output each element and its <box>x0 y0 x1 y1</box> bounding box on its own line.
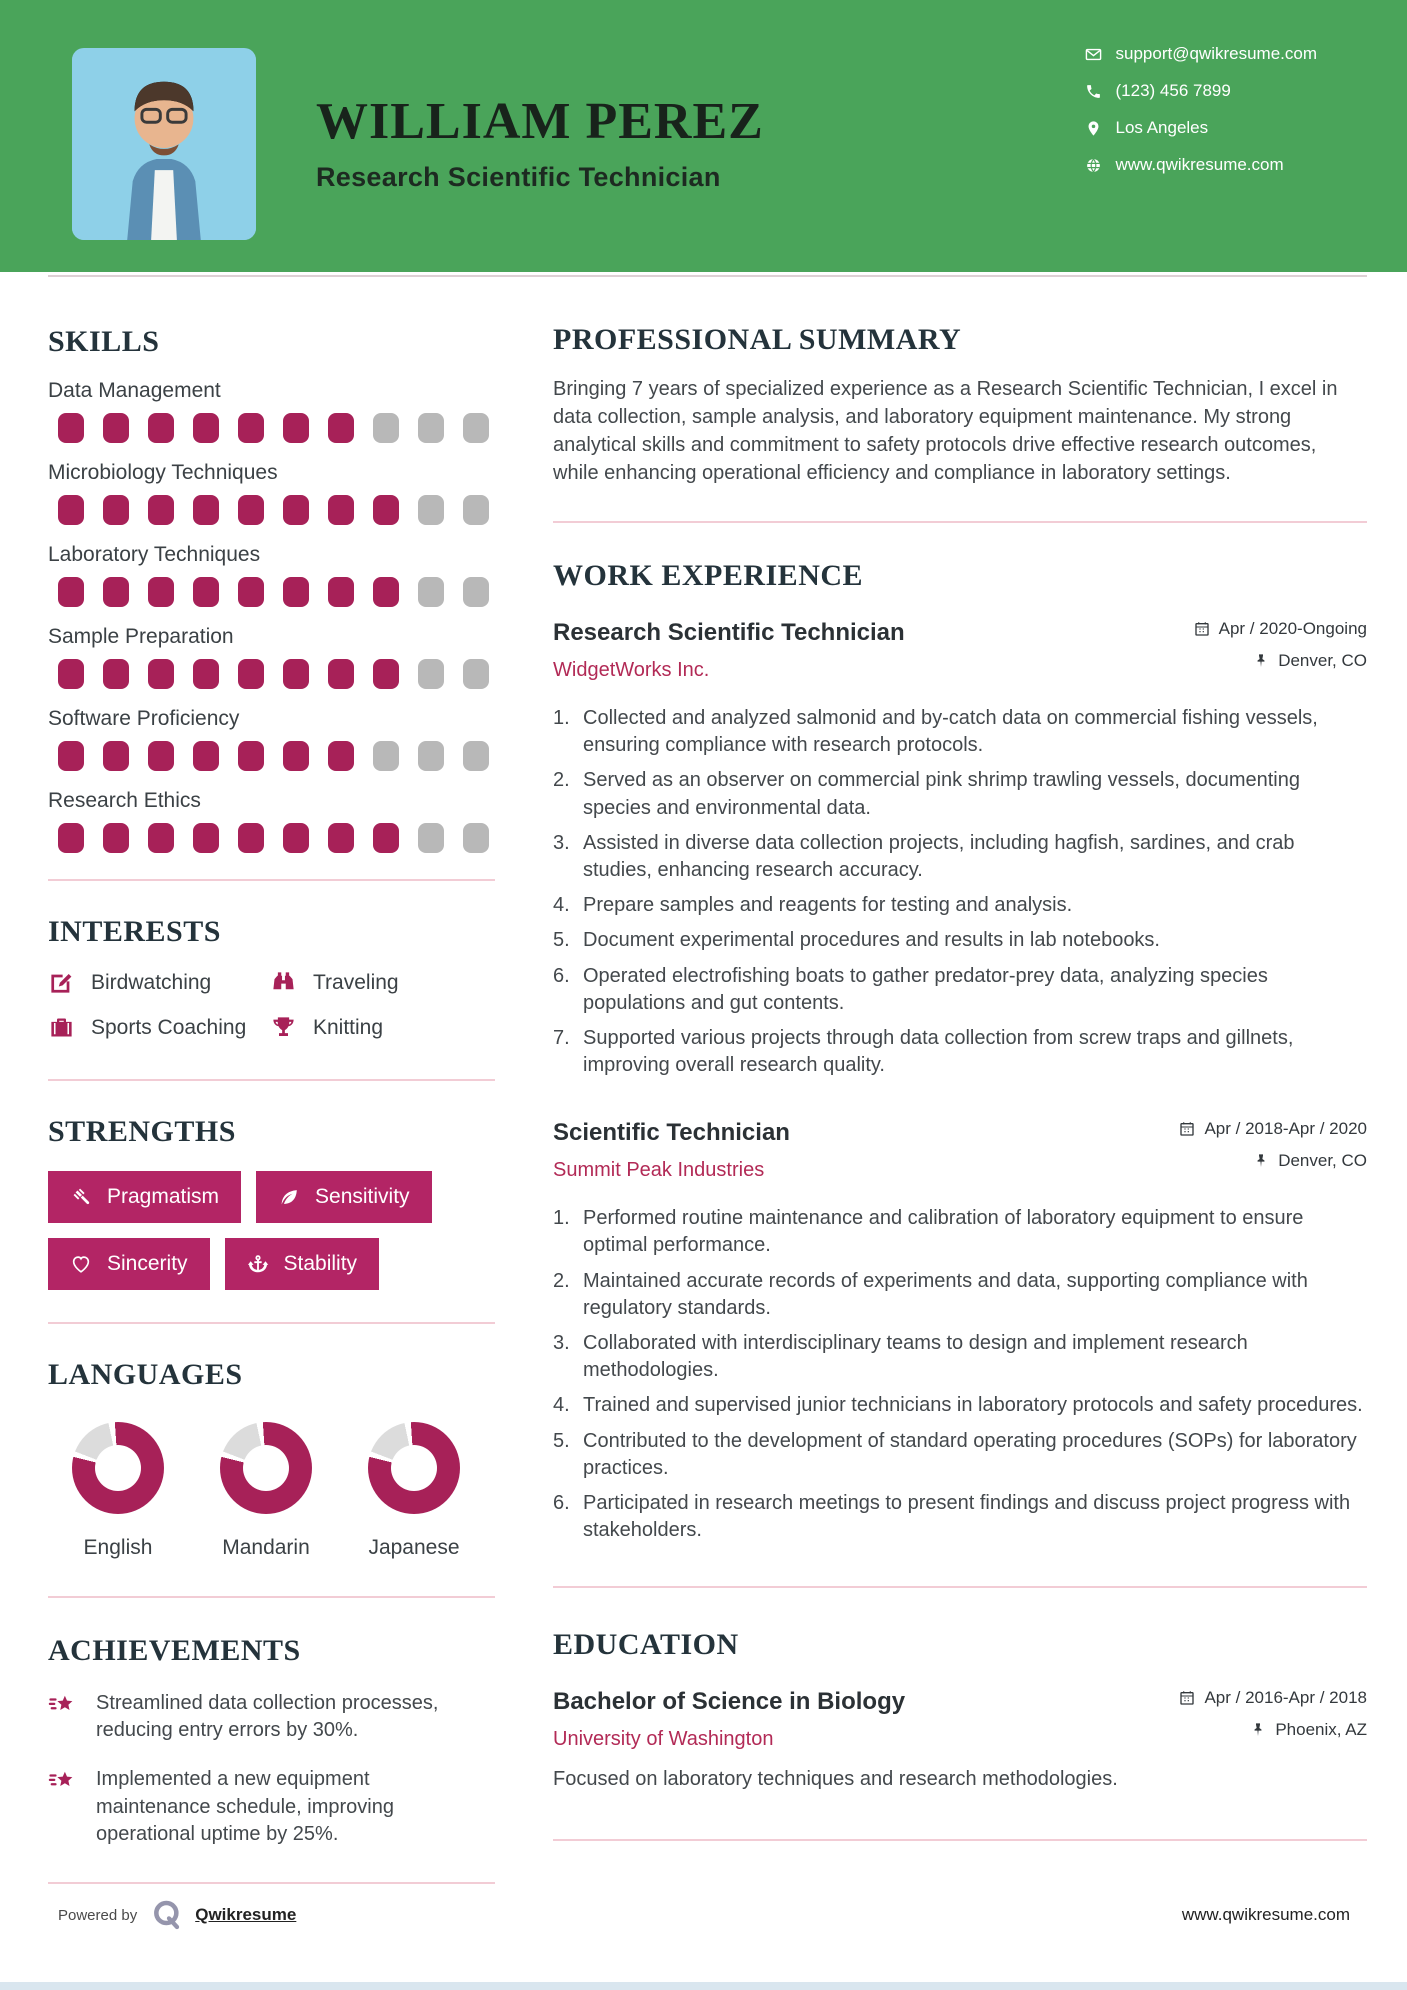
skill-rating <box>48 823 495 853</box>
job-head <box>553 1119 1367 1183</box>
skill-dot-empty <box>373 413 399 443</box>
skill-dot-filled <box>148 823 174 853</box>
skill-rating <box>48 659 495 689</box>
job-bullet: Assisted in diverse data collection projects, including hagfish, sardines, and crab studies, enhancing research accuracy. <box>583 831 1295 881</box>
powered-by-label: Powered by <box>58 1906 138 1924</box>
skill-dot-filled <box>103 413 129 443</box>
skill-dot-filled <box>148 577 174 607</box>
skill-dot-filled <box>148 413 174 443</box>
contact-phone-text: (123) 456 7899 <box>1115 81 1231 100</box>
skill-dot-empty <box>418 741 444 771</box>
skill-dot-empty <box>463 741 489 771</box>
section-divider <box>48 1596 495 1598</box>
skill-dot-filled <box>103 659 129 689</box>
contact-website[interactable] <box>1085 155 1318 175</box>
contact-location <box>1085 118 1318 138</box>
location-icon <box>1085 120 1102 137</box>
language-item <box>220 1422 312 1560</box>
trophy-icon <box>270 1014 297 1041</box>
skill-dot-filled <box>148 659 174 689</box>
strength-label: Stability <box>283 1252 358 1275</box>
calendar-icon <box>1179 1121 1195 1137</box>
bottom-strip <box>0 1982 1407 1990</box>
job-bullet: Collaborated with interdisciplinary teams to design and implement research methodologies. <box>583 1332 1248 1382</box>
languages-heading: LANGUAGES <box>48 1358 243 1391</box>
contact-location-text: Los Angeles <box>1115 118 1209 137</box>
language-donut <box>72 1422 164 1514</box>
briefcase-icon <box>48 1014 75 1041</box>
strength-label: Sensitivity <box>315 1185 410 1208</box>
job-bullets <box>553 1205 1367 1544</box>
summary-text: Bringing 7 years of specialized experience as a Research Scientific Technician, I excel in data collection, sample analysis, and laboratory equipment maintenance. My strong analytical skills and commitment to safety protocols drive effective research outcomes, while enhancing operational efficiency and compliance in laboratory settings. <box>553 378 1338 484</box>
job-meta <box>1194 619 1367 683</box>
skill-dot-empty <box>463 495 489 525</box>
skill-dot-filled <box>148 741 174 771</box>
strength-badge <box>225 1238 380 1290</box>
language-donut <box>220 1422 312 1514</box>
interest-item <box>48 969 270 996</box>
job-company: Summit Peak Industries <box>553 1159 765 1182</box>
skill-dot-empty <box>463 413 489 443</box>
job-bullet: Trained and supervised junior technicians in laboratory protocols and safety procedures. <box>583 1394 1363 1417</box>
gavel-icon <box>70 1186 92 1208</box>
job-title-block <box>553 1119 790 1182</box>
job-bullet: Contributed to the development of standard operating procedures (SOPs) for laboratory practices. <box>583 1429 1357 1479</box>
skill-dot-filled <box>58 823 84 853</box>
skill-dot-empty <box>463 823 489 853</box>
skill-dot-empty <box>418 823 444 853</box>
education-heading: EDUCATION <box>553 1628 739 1662</box>
heart-icon <box>70 1253 92 1275</box>
achievements-heading: ACHIEVEMENTS <box>48 1634 301 1667</box>
strength-label: Pragmatism <box>107 1185 220 1208</box>
experience-heading: WORK EXPERIENCE <box>553 559 864 592</box>
achievement-item <box>48 1690 468 1744</box>
skill-dot-filled <box>238 741 264 771</box>
person-portrait <box>72 48 256 240</box>
job-dates <box>1179 1119 1367 1139</box>
language-label: Mandarin <box>222 1536 310 1559</box>
left-column <box>48 277 495 1884</box>
interest-label: Knitting <box>313 1015 384 1039</box>
skill-dot-filled <box>58 495 84 525</box>
skill-dot-filled <box>283 577 309 607</box>
content <box>0 277 1407 1892</box>
skill-item <box>48 789 495 853</box>
leaf-icon <box>278 1186 300 1208</box>
languages-list <box>48 1422 495 1560</box>
footer <box>0 1892 1407 1938</box>
email-icon <box>1085 46 1102 63</box>
interest-label: Birdwatching <box>91 970 212 994</box>
skill-dot-filled <box>328 659 354 689</box>
job-bullet: Prepare samples and reagents for testing and analysis. <box>583 894 1073 917</box>
education-location <box>1179 1720 1367 1740</box>
skill-dot-filled <box>283 659 309 689</box>
interest-item <box>270 1014 495 1041</box>
education-degree: Bachelor of Science in Biology <box>553 1688 906 1716</box>
education-note: Focused on laboratory techniques and research methodologies. <box>553 1768 1118 1791</box>
pencil-square-icon <box>48 969 75 996</box>
interest-label: Sports Coaching <box>91 1015 247 1039</box>
education-dates-text: Apr / 2016-Apr / 2018 <box>1204 1688 1367 1708</box>
candidate-name: WILLIAM PEREZ <box>316 93 764 150</box>
shooting-star-icon <box>48 1692 78 1722</box>
contact-email-text: support@qwikresume.com <box>1115 44 1317 63</box>
pushpin-icon <box>1250 1722 1266 1738</box>
skill-dot-empty <box>463 659 489 689</box>
pushpin-icon <box>1253 1153 1269 1169</box>
skill-dot-filled <box>238 823 264 853</box>
job-bullet: Performed routine maintenance and calibration of laboratory equipment to ensure optimal performance. <box>583 1207 1304 1257</box>
job-location-text: Denver, CO <box>1278 1151 1367 1171</box>
section-divider <box>48 1882 495 1884</box>
job-dates <box>1194 619 1367 639</box>
strength-badge <box>48 1171 241 1223</box>
skill-dot-filled <box>148 495 174 525</box>
job-bullet: Operated electrofishing boats to gather predator-prey data, analyzing species populations and gut contents. <box>583 964 1268 1014</box>
job-bullets <box>553 705 1367 1079</box>
pushpin-icon <box>1253 653 1269 669</box>
job-dates-text: Apr / 2018-Apr / 2020 <box>1204 1119 1367 1139</box>
phone-icon <box>1085 83 1102 100</box>
language-label: English <box>83 1536 153 1559</box>
achievement-text: Streamlined data collection processes, reducing entry errors by 30%. <box>96 1692 439 1742</box>
job-entry <box>553 619 1367 1079</box>
section-divider <box>48 1079 495 1081</box>
skill-dot-filled <box>58 413 84 443</box>
skill-rating <box>48 413 495 443</box>
strengths-list <box>48 1171 488 1290</box>
skill-dot-filled <box>193 577 219 607</box>
education-head <box>553 1688 1367 1752</box>
skill-name: Laboratory Techniques <box>48 543 261 566</box>
section-divider <box>553 1586 1367 1588</box>
skill-rating <box>48 741 495 771</box>
section-divider <box>553 521 1367 523</box>
education-dates <box>1179 1688 1367 1708</box>
language-label: Japanese <box>368 1536 460 1559</box>
strength-badge <box>48 1238 210 1290</box>
skill-dot-filled <box>193 495 219 525</box>
skill-dot-filled <box>283 741 309 771</box>
skill-dot-filled <box>328 741 354 771</box>
education-title-block <box>553 1688 905 1751</box>
strength-badge <box>256 1171 432 1223</box>
skill-dot-empty <box>463 577 489 607</box>
job-bullet: Maintained accurate records of experiments and data, supporting compliance with regulatory standards. <box>583 1269 1308 1319</box>
section-divider <box>48 1322 495 1324</box>
skill-rating <box>48 495 495 525</box>
calendar-icon <box>1179 1690 1195 1706</box>
job-bullet: Participated in research meetings to present findings and discuss project progress with stakeholders. <box>583 1491 1351 1542</box>
skill-dot-empty <box>418 413 444 443</box>
language-item <box>72 1422 164 1560</box>
interest-item <box>270 969 495 996</box>
job-head <box>553 619 1367 683</box>
skill-item <box>48 707 495 771</box>
skill-dot-filled <box>283 413 309 443</box>
qwikresume-logo-icon <box>151 1899 183 1931</box>
skill-dot-filled <box>58 577 84 607</box>
education-entry <box>553 1688 1367 1791</box>
job-bullet: Supported various projects through data collection from screw traps and gillnets, improving overall research quality. <box>583 1026 1294 1077</box>
language-donut <box>368 1422 460 1514</box>
job-title: Scientific Technician <box>553 1119 790 1147</box>
skill-dot-filled <box>283 823 309 853</box>
skill-dot-filled <box>328 577 354 607</box>
job-bullet: Collected and analyzed salmonid and by-catch data on commercial fishing vessels, ensuring compliance with research protocols. <box>583 707 1318 757</box>
contact-phone <box>1085 81 1318 101</box>
skill-dot-filled <box>328 495 354 525</box>
right-column <box>553 277 1367 1841</box>
skill-dot-filled <box>373 495 399 525</box>
skill-dot-filled <box>103 495 129 525</box>
skill-dot-empty <box>418 577 444 607</box>
skill-dot-filled <box>373 577 399 607</box>
name-block <box>316 93 764 193</box>
skill-dot-filled <box>328 823 354 853</box>
contact-website-text: www.qwikresume.com <box>1115 155 1284 174</box>
contact-list <box>1085 44 1318 192</box>
job-company: WidgetWorks Inc. <box>553 659 710 681</box>
shooting-star-icon <box>48 1768 78 1798</box>
skill-rating <box>48 577 495 607</box>
skill-dot-filled <box>193 413 219 443</box>
job-location-text: Denver, CO <box>1278 651 1367 670</box>
job-dates-text: Apr / 2020-Ongoing <box>1218 619 1367 638</box>
strength-label: Sincerity <box>107 1252 188 1275</box>
job-location <box>1194 651 1367 671</box>
skill-dot-filled <box>238 413 264 443</box>
strengths-heading: STRENGTHS <box>48 1115 236 1148</box>
interests-list <box>48 969 495 1041</box>
skill-dot-filled <box>193 659 219 689</box>
education-location-text: Phoenix, AZ <box>1275 1720 1367 1740</box>
achievement-text: Implemented a new equipment maintenance schedule, improving operational uptime by 25%. <box>96 1768 394 1845</box>
interest-label: Traveling <box>313 970 399 994</box>
skill-dot-filled <box>373 659 399 689</box>
job-entry <box>553 1119 1367 1544</box>
job-bullet: Served as an observer on commercial pink shrimp trawling vessels, documenting species and environmental data. <box>583 769 1300 819</box>
anchor-icon <box>247 1253 269 1275</box>
header <box>0 0 1407 272</box>
skill-dot-empty <box>418 659 444 689</box>
skill-item <box>48 625 495 689</box>
summary-heading: PROFESSIONAL SUMMARY <box>553 323 962 356</box>
skill-dot-empty <box>373 741 399 771</box>
skill-dot-filled <box>283 495 309 525</box>
footer-website[interactable]: www.qwikresume.com <box>1181 1905 1350 1924</box>
calendar-icon <box>1194 621 1210 637</box>
skill-dot-filled <box>373 823 399 853</box>
skill-item <box>48 543 495 607</box>
skill-dot-filled <box>103 577 129 607</box>
skill-dot-filled <box>58 741 84 771</box>
skill-dot-filled <box>328 413 354 443</box>
achievements-list <box>48 1690 495 1848</box>
skill-item <box>48 461 495 525</box>
skill-name: Microbiology Techniques <box>48 461 278 484</box>
skill-name: Software Proficiency <box>48 707 240 730</box>
interest-item <box>48 1014 270 1041</box>
profile-photo <box>72 48 256 240</box>
language-item <box>368 1422 460 1560</box>
skill-dot-filled <box>238 495 264 525</box>
skill-dot-empty <box>418 495 444 525</box>
section-divider <box>553 1839 1367 1841</box>
job-location <box>1179 1151 1367 1171</box>
section-divider <box>48 879 495 881</box>
interests-heading: INTERESTS <box>48 915 221 948</box>
candidate-title: Research Scientific Technician <box>316 162 721 192</box>
skills-list <box>48 379 495 853</box>
skill-item <box>48 379 495 443</box>
contact-email[interactable] <box>1085 44 1318 64</box>
education-school: University of Washington <box>553 1728 774 1751</box>
job-title-block <box>553 619 905 682</box>
skill-dot-filled <box>193 823 219 853</box>
skill-dot-filled <box>238 577 264 607</box>
skill-name: Data Management <box>48 379 221 402</box>
qwikresume-link[interactable]: Qwikresume <box>195 1905 297 1924</box>
job-title: Research Scientific Technician <box>553 619 905 646</box>
skill-dot-filled <box>58 659 84 689</box>
job-bullet: Document experimental procedures and results in lab notebooks. <box>583 929 1160 952</box>
binoculars-icon <box>270 969 297 996</box>
skill-dot-filled <box>103 823 129 853</box>
skill-name: Sample Preparation <box>48 625 234 648</box>
skill-dot-filled <box>103 741 129 771</box>
skill-dot-filled <box>193 741 219 771</box>
skills-heading: SKILLS <box>48 325 160 358</box>
skill-name: Research Ethics <box>48 789 201 812</box>
education-meta <box>1179 1688 1367 1752</box>
skill-dot-filled <box>238 659 264 689</box>
globe-icon <box>1085 157 1102 174</box>
job-meta <box>1179 1119 1367 1183</box>
achievement-item <box>48 1766 468 1848</box>
